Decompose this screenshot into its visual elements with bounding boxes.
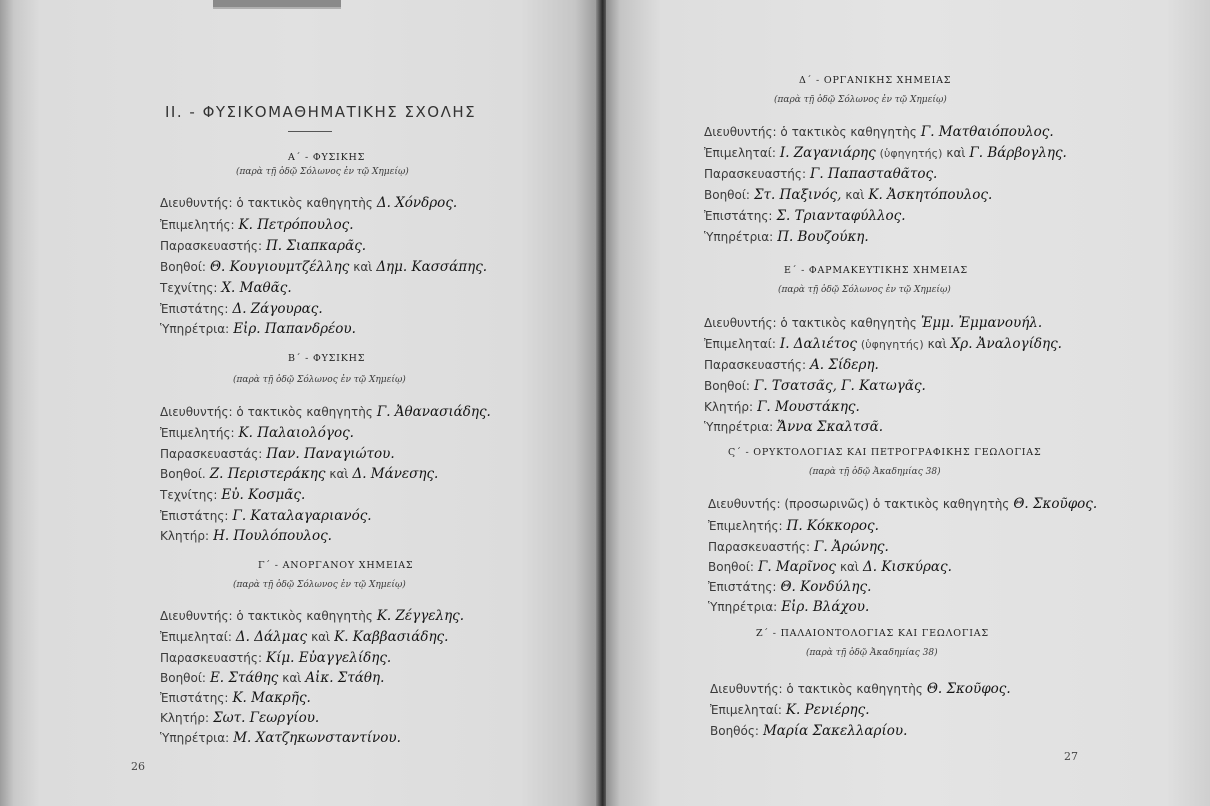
- section-heading: Ε΄ - ΦΑΡΜΑΚΕΥΤΙΚΗΣ ΧΗΜΕΙΑΣ: [784, 265, 968, 276]
- section-heading: Ζ΄ - ΠΑΛΑΙΟΝΤΟΛΟΓΙΑΣ ΚΑΙ ΓΕΩΛΟΓΙΑΣ: [756, 628, 989, 639]
- staff-name: Δ. Χόνδρος.: [376, 195, 458, 211]
- role-label: Ὑπηρέτρια:: [704, 420, 774, 434]
- chapter-title: ΙΙ. - ΦΥΣΙΚΟΜΑΘΗΜΑΤΙΚΗΣ ΣΧΟΛΗΣ: [165, 103, 477, 121]
- role-label: Βοηθοί:: [704, 379, 750, 393]
- staff-row: [704, 336, 1062, 353]
- role-label: Διευθυντής: ὁ τακτικὸς καθηγητὴς: [160, 196, 373, 210]
- staff-name: Θ. Σκοῦφος.: [1013, 496, 1098, 512]
- role-label: Ἐπιμελητής:: [160, 426, 235, 440]
- role-label: Ἐπιμεληταί:: [704, 337, 776, 351]
- role-label: Παρασκευαστής:: [704, 358, 806, 372]
- role-label: Διευθυντής: (προσωρινῶς) ὁ τακτικὸς καθηγητὴς: [708, 497, 1010, 511]
- staff-name: Ἄννα Σκαλτσᾶ.: [777, 419, 884, 435]
- left-page: [0, 0, 598, 806]
- staff-name: Α. Σίδερη.: [809, 357, 879, 373]
- role-label: Παρασκευαστής:: [160, 651, 262, 665]
- section-address: (παρὰ τῇ ὁδῷ Σόλωνος ἐν τῷ Χημείῳ): [774, 95, 947, 105]
- role-label: Βοηθός:: [710, 724, 759, 738]
- role-label: Τεχνίτης:: [160, 488, 218, 502]
- conjunction: καὶ: [927, 337, 947, 351]
- conjunction: καὶ: [845, 188, 865, 202]
- role-label: Παρασκευαστής:: [708, 540, 810, 554]
- role-label: Ἐπιστάτης:: [160, 691, 229, 705]
- staff-row: [708, 518, 879, 534]
- staff-row: [704, 229, 869, 245]
- staff-name: Εὐ. Κοσμᾶς.: [221, 487, 306, 503]
- staff-name-2: Αἰκ. Στάθη.: [305, 670, 385, 686]
- role-label: Τεχνίτης:: [160, 281, 218, 295]
- section-heading: Δ΄ - ΟΡΓΑΝΙΚΗΣ ΧΗΜΕΙΑΣ: [799, 75, 952, 86]
- conjunction: καὶ: [311, 630, 331, 644]
- staff-row: [160, 425, 354, 441]
- staff-name: Κ. Ρενιέρης.: [785, 702, 870, 718]
- section-address: (παρὰ τῇ ὁδῷ Ἀκαδημίας 38): [806, 648, 938, 658]
- staff-name: Ζ. Περιστεράκης: [209, 466, 326, 482]
- staff-row: [160, 466, 438, 482]
- staff-name: Μ. Χατζηκωνσταντίνου.: [233, 730, 401, 746]
- staff-name: Ι. Δαλιέτος: [779, 336, 857, 352]
- role-label: Ἐπιστάτης:: [708, 580, 777, 594]
- staff-row: [160, 217, 354, 233]
- staff-row: [160, 730, 401, 746]
- staff-name: Η. Πουλόπουλος.: [213, 528, 332, 544]
- staff-name-2: Χρ. Ἀναλογίδης.: [950, 336, 1062, 352]
- staff-row: [160, 710, 319, 726]
- role-label: Διευθυντής: ὁ τακτικὸς καθηγητὴς: [704, 316, 917, 330]
- staff-row: [160, 446, 395, 462]
- staff-row: [708, 539, 889, 555]
- staff-name: Γ. Παπασταθᾶτος.: [809, 166, 938, 182]
- role-label: Παρασκευαστάς:: [160, 447, 263, 461]
- staff-name-2: Δημ. Κασσάπης.: [376, 259, 488, 275]
- staff-name: Ε. Στάθης: [209, 670, 279, 686]
- role-label: Ἐπιμελητής:: [708, 519, 783, 533]
- staff-row: [160, 608, 464, 624]
- staff-name: Θ. Κουγιουμτζέλλης: [209, 259, 350, 275]
- staff-name: Σ. Τριανταφύλλος.: [776, 208, 906, 224]
- staff-name: Π. Βουζούκη.: [777, 229, 869, 245]
- staff-row: [704, 145, 1067, 162]
- conjunction: καὶ: [353, 260, 373, 274]
- role-label: Διευθυντής: ὁ τακτικὸς καθηγητὴς: [710, 682, 923, 696]
- staff-name: Γ. Ματθαιόπουλος.: [920, 124, 1054, 140]
- role-label: Ὑπηρέτρια:: [708, 600, 778, 614]
- role-label: Ὑπηρέτρια:: [704, 230, 774, 244]
- section-heading: Γ΄ - ΑΝΟΡΓΑΝΟΥ ΧΗΜΕΙΑΣ: [258, 560, 414, 571]
- staff-name: Κ. Ζέγγελης.: [376, 608, 465, 624]
- role-label: Κλητήρ:: [160, 529, 210, 543]
- staff-name: Γ. Τσατσᾶς, Γ. Κατωγᾶς.: [753, 378, 926, 394]
- section-heading: Α΄ - ΦΥΣΙΚΗΣ: [288, 152, 366, 163]
- staff-name: Π. Κόκκορος.: [786, 518, 879, 534]
- staff-row: [160, 629, 448, 645]
- staff-name: Σωτ. Γεωργίου.: [213, 710, 320, 726]
- page-number: 27: [1064, 750, 1078, 763]
- staff-name: Π. Σιαπκαρᾶς.: [265, 238, 367, 254]
- staff-name: Γ. Ἀρώνης.: [813, 539, 889, 555]
- staff-name-2: Κ. Ἀσκητόπουλος.: [868, 187, 993, 203]
- staff-row: [160, 670, 384, 686]
- staff-name: Εἰρ. Βλάχου.: [781, 599, 870, 615]
- role-label: Ὑπηρέτρια:: [160, 322, 230, 336]
- staff-row: [704, 166, 937, 182]
- staff-name: Παν. Παναγιώτου.: [266, 446, 395, 462]
- staff-name: Θ. Κονδύλης.: [780, 579, 872, 595]
- staff-name: Εἰρ. Παπανδρέου.: [233, 321, 356, 337]
- section-address: (παρὰ τῇ ὁδῷ Σόλωνος ἐν τῷ Χημείῳ): [233, 375, 406, 385]
- staff-row: [160, 508, 372, 524]
- staff-row: [710, 723, 907, 739]
- rank-note: (ὑφηγητής): [860, 338, 924, 351]
- staff-row: [704, 208, 906, 224]
- role-label: Κλητήρ:: [704, 400, 754, 414]
- staff-row: [704, 187, 992, 203]
- staff-row: [704, 124, 1054, 140]
- staff-row: [704, 419, 883, 435]
- role-label: Διευθυντής: ὁ τακτικὸς καθηγητὴς: [704, 125, 917, 139]
- section-address: (παρὰ τῇ ὁδῷ Σόλωνος ἐν τῷ Χημείῳ): [236, 167, 409, 177]
- conjunction: καὶ: [946, 146, 966, 160]
- staff-row: [704, 315, 1042, 331]
- role-label: Ἐπιμεληταί:: [710, 703, 782, 717]
- staff-row: [704, 378, 926, 394]
- staff-row: [710, 702, 870, 718]
- staff-row: [708, 579, 871, 595]
- role-label: Ὑπηρέτρια:: [160, 731, 230, 745]
- staff-row: [160, 487, 305, 503]
- chapter-rule: [288, 131, 332, 132]
- staff-name-2: Δ. Κισκύρας.: [862, 559, 952, 575]
- staff-name: Δ. Δάλμας: [235, 629, 308, 645]
- role-label: Διευθυντής: ὁ τακτικὸς καθηγητὴς: [160, 405, 373, 419]
- section-heading: Ϛ΄ - ΟΡΥΚΤΟΛΟΓΙΑΣ ΚΑΙ ΠΕΤΡΟΓΡΑΦΙΚΗΣ ΓΕΩΛΟΓΙΑΣ: [728, 447, 1042, 458]
- staff-name-2: Δ. Μάνεσης.: [352, 466, 439, 482]
- staff-row: [708, 496, 1097, 512]
- staff-row: [160, 528, 332, 544]
- staff-row: [160, 280, 292, 296]
- staff-name-2: Κ. Καββασιάδης.: [334, 629, 449, 645]
- staff-name-2: Γ. Βάρβογλης.: [969, 145, 1067, 161]
- role-label: Ἐπιμελητής:: [160, 218, 235, 232]
- role-label: Παρασκευαστής:: [704, 167, 806, 181]
- staff-row: [160, 301, 323, 317]
- section-address: (παρὰ τῇ ὁδῷ Ἀκαδημίας 38): [809, 467, 941, 477]
- role-label: Παρασκευαστής:: [160, 239, 262, 253]
- rank-note: (ὑφηγητής): [879, 147, 943, 160]
- staff-name: Γ. Μουστάκης.: [757, 399, 860, 415]
- staff-row: [160, 650, 391, 666]
- staff-name: Γ. Ἀθανασιάδης.: [376, 404, 491, 420]
- conjunction: καὶ: [329, 467, 349, 481]
- top-tab-strip: [213, 0, 341, 9]
- staff-name: Θ. Σκοῦφος.: [926, 681, 1011, 697]
- page-number: 26: [131, 760, 145, 773]
- role-label: Βοηθοί:: [160, 260, 206, 274]
- staff-name: Γ. Καταλαγαριανός.: [232, 508, 372, 524]
- role-label: Ἐπιμεληταί:: [160, 630, 232, 644]
- staff-row: [704, 357, 879, 373]
- staff-name: Κ. Παλαιολόγος.: [238, 425, 354, 441]
- staff-name: Ἐμμ. Ἐμμανουήλ.: [920, 315, 1043, 331]
- section-heading: Β΄ - ΦΥΣΙΚΗΣ: [288, 353, 366, 364]
- section-address: (παρὰ τῇ ὁδῷ Σόλωνος ἐν τῷ Χημείῳ): [778, 285, 951, 295]
- role-label: Ἐπιστάτης:: [704, 209, 773, 223]
- staff-name: Δ. Ζάγουρας.: [232, 301, 323, 317]
- staff-row: [708, 599, 869, 615]
- role-label: Διευθυντής: ὁ τακτικὸς καθηγητὴς: [160, 609, 373, 623]
- role-label: Ἐπιμεληταί:: [704, 146, 776, 160]
- staff-row: [704, 399, 860, 415]
- staff-row: [160, 238, 366, 254]
- role-label: Βοηθοί:: [704, 188, 750, 202]
- conjunction: καὶ: [282, 671, 302, 685]
- role-label: Βοηθοί:: [708, 560, 754, 574]
- staff-name: Κ. Πετρόπουλος.: [238, 217, 354, 233]
- staff-name: Κ. Μακρῆς.: [232, 690, 311, 706]
- staff-row: [160, 321, 356, 337]
- role-label: Βοηθοί:: [160, 671, 206, 685]
- staff-name: Κίμ. Εὐαγγελίδης.: [265, 650, 392, 666]
- staff-name: Χ. Μαθᾶς.: [221, 280, 292, 296]
- role-label: Ἐπιστάτης:: [160, 302, 229, 316]
- section-address: (παρὰ τῇ ὁδῷ Σόλωνος ἐν τῷ Χημείῳ): [233, 580, 406, 590]
- staff-row: [160, 259, 487, 275]
- role-label: Ἐπιστάτης:: [160, 509, 229, 523]
- staff-row: [710, 681, 1011, 697]
- staff-name: Μαρία Σακελλαρίου.: [762, 723, 908, 739]
- conjunction: καὶ: [839, 560, 859, 574]
- staff-row: [708, 559, 952, 575]
- staff-name: Γ. Μαρῖνος: [757, 559, 836, 575]
- role-label: Κλητήρ:: [160, 711, 210, 725]
- staff-name: Στ. Παξινός,: [753, 187, 842, 203]
- staff-row: [160, 404, 491, 420]
- staff-row: [160, 690, 311, 706]
- staff-row: [160, 195, 457, 211]
- staff-name: Ι. Ζαγανιάρης: [779, 145, 876, 161]
- right-page: [606, 0, 1210, 806]
- role-label: Βοηθοί.: [160, 467, 206, 481]
